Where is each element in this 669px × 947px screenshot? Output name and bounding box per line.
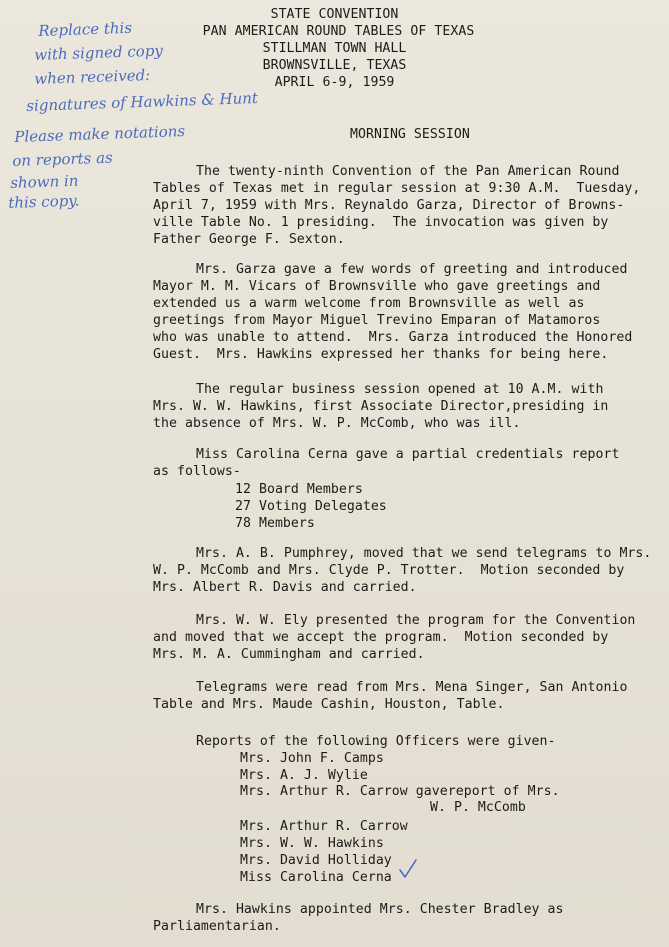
annotation-line-3: when received: <box>34 65 151 88</box>
annotation-line-2: with signed copy <box>34 41 164 64</box>
p4-line-1: Miss Carolina Cerna gave a partial credentials report <box>196 447 620 462</box>
p2-line-2: Mayor M. M. Vicars of Brownsville who gave greetings and <box>153 279 601 294</box>
header-line-2: PAN AMERICAN ROUND TABLES OF TEXAS <box>202 24 475 39</box>
p7-line-1: Telegrams were read from Mrs. Mena Singer, San Antonio <box>196 680 628 695</box>
annotation-line-4: signatures of Hawkins & Hunt <box>26 88 259 115</box>
p5-line-1: Mrs. A. B. Pumphrey, moved that we send telegrams to Mrs. <box>196 546 652 561</box>
officer-1: Mrs. John F. Camps <box>240 751 384 766</box>
p3-line-2: Mrs. W. W. Hawkins, first Associate Director,presiding in <box>153 399 609 414</box>
header-line-4: BROWNSVILLE, TEXAS <box>262 58 407 73</box>
checkmark-icon <box>398 858 418 880</box>
p2-line-1: Mrs. Garza gave a few words of greeting and introduced <box>196 262 628 277</box>
p9-line-1: Mrs. Hawkins appointed Mrs. Chester Bradley as <box>196 902 564 917</box>
p1-line-4: ville Table No. 1 presiding. The invocation was given by <box>153 215 609 230</box>
p5-line-3: Mrs. Albert R. Davis and carried. <box>153 580 417 595</box>
officer-5: Mrs. W. W. Hawkins <box>240 836 384 851</box>
annotation-line-7: shown in <box>10 171 79 192</box>
header-line-5: APRIL 6-9, 1959 <box>274 75 395 90</box>
p1-line-3: April 7, 1959 with Mrs. Reynaldo Garza, Director of Browns- <box>153 198 625 213</box>
annotation-line-5: Please make notations <box>14 122 186 146</box>
p9-line-2: Parliamentarian. <box>153 919 281 934</box>
officer-6: Mrs. David Holliday <box>240 853 392 868</box>
officer-4: Mrs. Arthur R. Carrow <box>240 819 408 834</box>
credentials-item-1: 12 Board Members <box>235 482 363 497</box>
p2-line-5: who was unable to attend. Mrs. Garza introduced the Honored <box>153 330 633 345</box>
header-line-3: STILLMAN TOWN HALL <box>262 41 407 56</box>
annotation-line-1: Replace this <box>38 18 133 40</box>
p6-line-2: and moved that we accept the program. Motion seconded by <box>153 630 609 645</box>
p1-line-5: Father George F. Sexton. <box>153 232 345 247</box>
credentials-item-2: 27 Voting Delegates <box>235 499 387 514</box>
header-line-1: STATE CONVENTION <box>270 7 399 22</box>
p2-line-6: Guest. Mrs. Hawkins expressed her thanks for being here. <box>153 347 609 362</box>
p1-line-1: The twenty-ninth Convention of the Pan American Round <box>196 164 620 179</box>
p4-line-2: as follows- <box>153 464 241 479</box>
officer-3: Mrs. Arthur R. Carrow gavereport of Mrs. <box>240 784 560 799</box>
p8-intro: Reports of the following Officers were given- <box>196 734 556 749</box>
p5-line-2: W. P. McComb and Mrs. Clyde P. Trotter. Motion seconded by <box>153 563 625 578</box>
p1-line-2: Tables of Texas met in regular session at 9:30 A.M. Tuesday, <box>153 181 641 196</box>
annotation-line-6: on reports as <box>12 148 114 170</box>
officer-3-continued: W. P. McComb <box>430 800 526 815</box>
p3-line-3: the absence of Mrs. W. P. McComb, who was ill. <box>153 416 521 431</box>
p6-line-3: Mrs. M. A. Cummingham and carried. <box>153 647 425 662</box>
p2-line-4: greetings from Mayor Miguel Trevino Emparan of Matamoros <box>153 313 601 328</box>
session-title: MORNING SESSION <box>350 127 470 142</box>
credentials-item-3: 78 Members <box>235 516 315 531</box>
p3-line-1: The regular business session opened at 10 A.M. with <box>196 382 604 397</box>
officer-7: Miss Carolina Cerna <box>240 870 392 885</box>
p7-line-2: Table and Mrs. Maude Cashin, Houston, Table. <box>153 697 505 712</box>
p6-line-1: Mrs. W. W. Ely presented the program for the Convention <box>196 613 636 628</box>
officer-2: Mrs. A. J. Wylie <box>240 768 368 783</box>
annotation-line-8: this copy. <box>8 191 80 212</box>
p2-line-3: extended us a warm welcome from Brownsville as well as <box>153 296 585 311</box>
